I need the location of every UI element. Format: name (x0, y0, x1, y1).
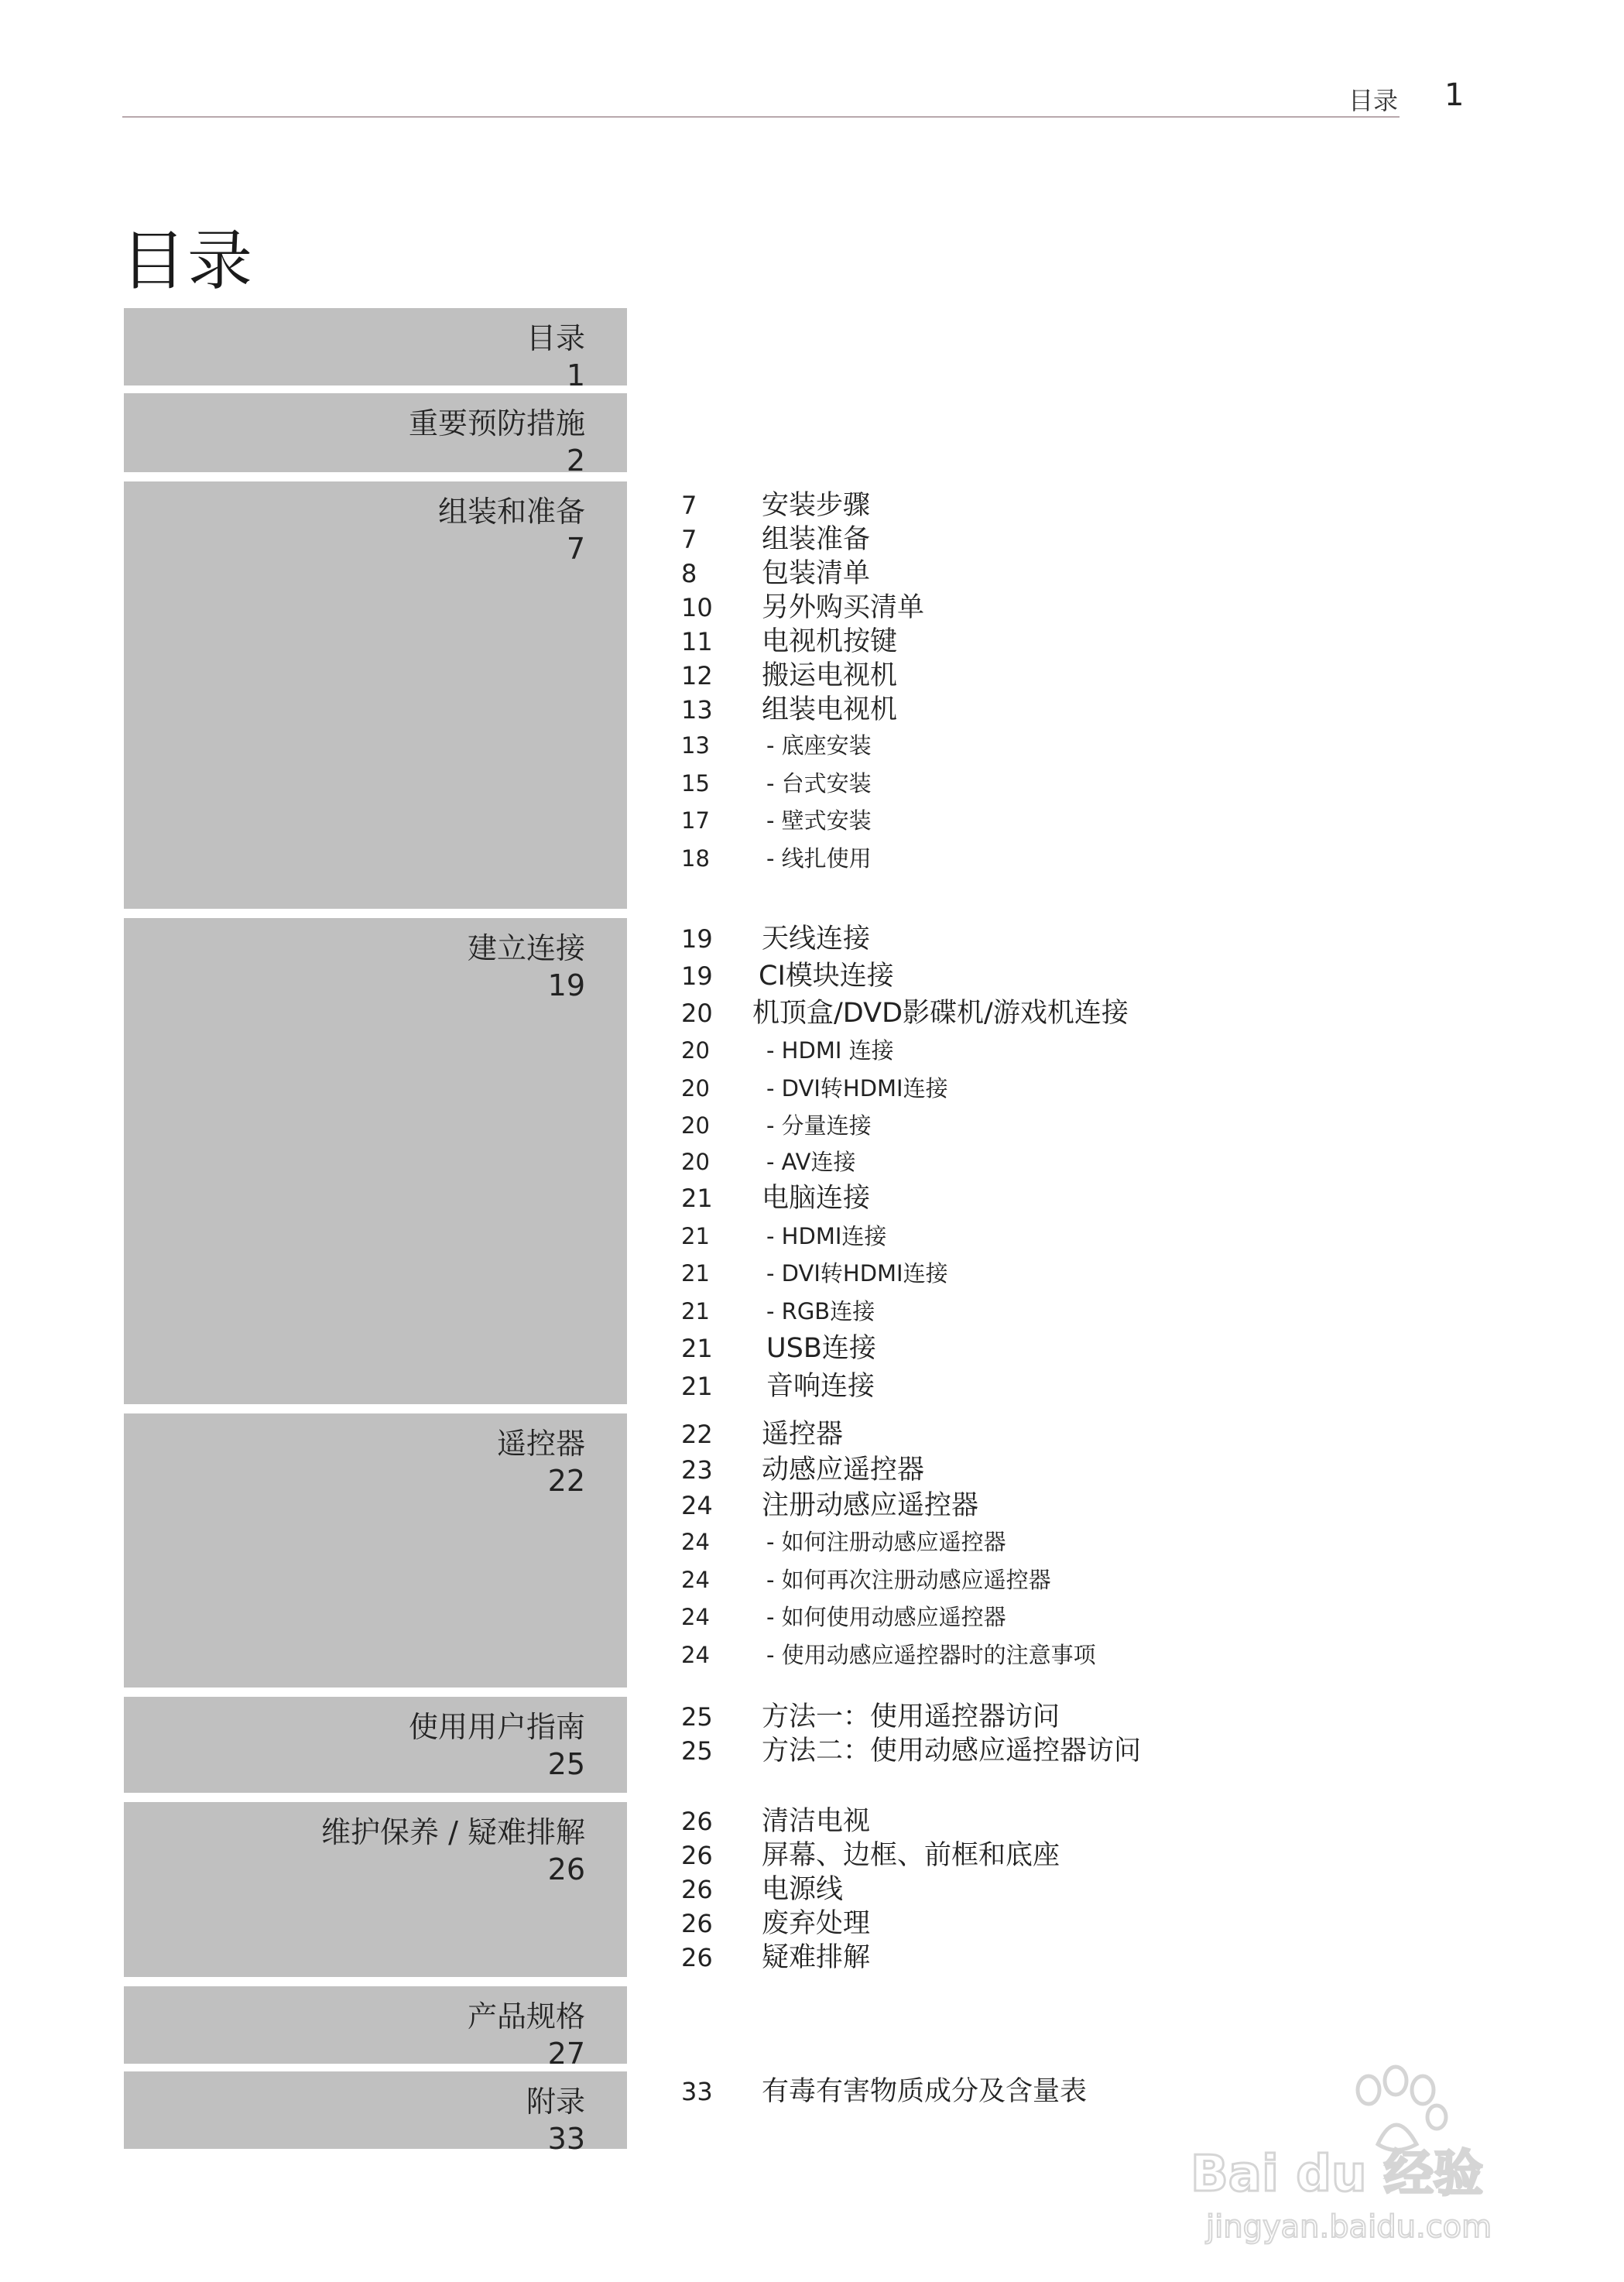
entry-page: 21 (681, 1334, 713, 1363)
entry-text: 屏幕、边框、前框和底座 (762, 1840, 1060, 1871)
chapter-box-user-guide[interactable] (124, 1697, 627, 1793)
entry-page: 26 (681, 1807, 713, 1836)
entry-page: 23 (681, 1455, 713, 1485)
entry-page: 13 (681, 732, 710, 759)
chapter-box-precautions[interactable] (124, 393, 627, 478)
entry-text: - 底座安装 (766, 732, 872, 759)
baidu-watermark (1175, 2059, 1547, 2253)
chapter-title: 目录 (526, 321, 585, 355)
entry-text: 组装电视机 (762, 694, 898, 725)
entry-text: 电源线 (762, 1874, 844, 1905)
chapter-box-connections[interactable] (124, 918, 627, 1404)
entry-text: - RGB连接 (766, 1297, 875, 1324)
entry-text: - 如何使用动感应遥控器 (766, 1604, 1006, 1630)
chapter-title: 重要预防措施 (408, 406, 585, 440)
entry-text: 搬运电视机 (762, 660, 898, 691)
entry-text: 方法二：使用动感应遥控器访问 (762, 1735, 1142, 1766)
chapter-page: 25 (547, 1747, 585, 1781)
entry-text: CI模块连接 (759, 961, 894, 992)
entry-page: 20 (681, 1037, 710, 1064)
chapter-box-remote[interactable] (124, 1413, 627, 1688)
chapter-title: 使用用户指南 (408, 1710, 585, 1744)
entry-text: 安装步骤 (762, 490, 871, 521)
page-title: 目录 (121, 223, 255, 299)
entry-page: 21 (681, 1260, 710, 1287)
entry-page: 24 (681, 1491, 713, 1520)
entry-page: 19 (681, 961, 713, 991)
entry-text: 包装清单 (762, 558, 871, 589)
entry-text: 音响连接 (766, 1371, 875, 1402)
entry-page: 33 (681, 2077, 713, 2106)
entry-text: 天线连接 (762, 923, 871, 954)
entry-page: 10 (681, 593, 713, 622)
entry-text: - 如何注册动感应遥控器 (766, 1529, 1006, 1555)
chapter-page: 1 (566, 358, 585, 392)
entry-text: 另外购买清单 (762, 592, 925, 623)
entry-text: 遥控器 (762, 1419, 844, 1450)
chapter-title: 组装和准备 (437, 495, 585, 529)
entry-text: - 分量连接 (766, 1112, 872, 1139)
entry-page: 24 (681, 1641, 710, 1668)
entry-page: 20 (681, 1074, 710, 1102)
entry-page: 18 (681, 845, 710, 872)
entry-page: 21 (681, 1183, 713, 1213)
entry-page: 21 (681, 1222, 710, 1249)
entry-page: 15 (681, 769, 710, 797)
entry-page: 20 (681, 1112, 710, 1139)
chapter-box-specs[interactable] (124, 1986, 627, 2071)
entry-page: 24 (681, 1566, 710, 1593)
entry-text: 有毒有害物质成分及含量表 (762, 2076, 1088, 2107)
entry-text: 组装准备 (762, 524, 871, 555)
entry-page: 26 (681, 1841, 713, 1870)
running-header-label: 目录 (1348, 86, 1398, 115)
entry-text: - HDMI 连接 (766, 1037, 894, 1064)
chapter-title: 附录 (526, 2085, 585, 2119)
entry-text: - DVI转HDMI连接 (766, 1074, 948, 1102)
entry-page: 20 (681, 1148, 710, 1175)
chapter-title: 遥控器 (496, 1427, 585, 1461)
entry-text: - HDMI连接 (766, 1222, 887, 1249)
entry-page: 7 (681, 491, 697, 520)
entry-page: 8 (681, 559, 697, 588)
entry-page: 26 (681, 1875, 713, 1904)
chapter-box-maintenance[interactable] (124, 1802, 627, 1977)
chapter-title: 建立连接 (467, 931, 585, 965)
entry-text: - 壁式安装 (766, 807, 872, 834)
header-rule (122, 116, 1400, 118)
entry-text: - 台式安装 (766, 769, 872, 797)
chapter-page: 26 (547, 1852, 585, 1886)
chapter-page: 19 (547, 968, 585, 1002)
entry-text: 机顶盒/DVD影碟机/游戏机连接 (752, 998, 1129, 1029)
entry-page: 19 (681, 924, 713, 954)
chapter-page: 27 (547, 2037, 585, 2071)
entry-page: 7 (681, 525, 697, 554)
entry-text: 废弃处理 (762, 1908, 871, 1939)
running-header-page-number: 1 (1444, 77, 1465, 113)
entry-text: 疑难排解 (762, 1942, 871, 1973)
entry-page: 21 (681, 1372, 713, 1401)
entry-page: 13 (681, 695, 713, 725)
chapter-box-appendix[interactable] (124, 2071, 627, 2156)
entry-text: - DVI转HDMI连接 (766, 1260, 948, 1287)
entry-page: 20 (681, 999, 713, 1028)
entry-page: 26 (681, 1943, 713, 1972)
entry-page: 21 (681, 1297, 710, 1324)
entry-text: 清洁电视 (762, 1806, 871, 1837)
entry-text: - 如何再次注册动感应遥控器 (766, 1566, 1051, 1593)
watermark-url: jingyan.baidu.com (1206, 2209, 1492, 2245)
chapter-box-assembly[interactable] (124, 481, 627, 909)
entry-page: 24 (681, 1529, 710, 1555)
chapter-page: 22 (547, 1464, 585, 1498)
entry-page: 24 (681, 1604, 710, 1630)
chapter-title: 维护保养 / 疑难排解 (321, 1815, 585, 1849)
chapter-page: 33 (547, 2122, 585, 2156)
chapter-page: 7 (566, 532, 585, 566)
entry-text: - AV连接 (766, 1148, 856, 1175)
chapter-page: 2 (566, 444, 585, 478)
entry-page: 22 (681, 1420, 713, 1449)
entry-text: USB连接 (766, 1333, 876, 1364)
entry-page: 11 (681, 627, 713, 656)
entry-text: 动感应遥控器 (762, 1455, 925, 1485)
entry-text: 注册动感应遥控器 (762, 1490, 979, 1521)
entry-page: 26 (681, 1909, 713, 1938)
chapter-title: 产品规格 (467, 1999, 585, 2034)
entry-page: 25 (681, 1736, 713, 1766)
entry-page: 17 (681, 807, 710, 834)
chapter-box-contents[interactable] (124, 308, 627, 392)
entry-page: 12 (681, 661, 713, 690)
watermark-brand: Bai du 经验 (1191, 2146, 1483, 2203)
entry-text: - 线扎使用 (766, 845, 872, 872)
paw-icon (1358, 2067, 1446, 2150)
entry-text: 方法一：使用遥控器访问 (762, 1701, 1060, 1732)
entry-text: - 使用动感应遥控器时的注意事项 (766, 1641, 1096, 1668)
entry-page: 25 (681, 1702, 713, 1732)
entry-text: 电脑连接 (762, 1182, 871, 1214)
entry-text: 电视机按键 (762, 626, 898, 657)
